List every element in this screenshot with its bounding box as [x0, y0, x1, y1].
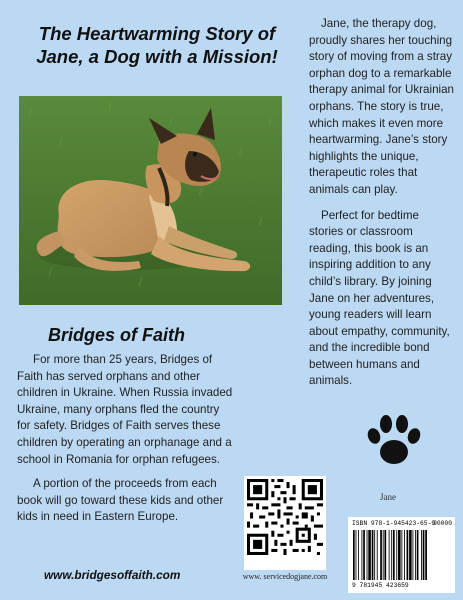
barcode-number: 9 781945 423659: [352, 582, 409, 589]
paw-print-icon: [364, 412, 424, 468]
section-title: Bridges of Faith: [48, 325, 186, 345]
qr-code-icon: [247, 479, 323, 555]
organization-paragraph: For more than 25 years, Bridges of Faith has served orphans and other children in Ukraine. When Russia invaded Ukraine, many orphans fled the country for safety. Bridges of Faith serves these children by operating an orphanage and a school in Romania for orphan refugees.: [17, 353, 233, 466]
isbn-barcode: [348, 517, 455, 593]
book-title: The Heartwarming Story of Jane, a Dog with a Mission!: [36, 23, 278, 67]
qr-caption: www. servicedogjane.com: [242, 572, 328, 581]
barcode-icon: [353, 530, 450, 582]
description-column: [309, 16, 455, 390]
description-paragraph: Perfect for bedtime stories or classroom reading, this book is an inspiring addition to any child’s library. By joining Jane on her adventures, young readers will learn about empathy, community, and the incredible bond between humans and animals.: [309, 208, 450, 388]
website-link[interactable]: www.bridgesoffaith.com: [44, 568, 181, 582]
description-paragraph: Jane, the therapy dog, proudly shares her touching story of moving from a stray orphan dog to a remarkable therapy animal for Ukrainian orphans. The story is true, which makes it even more heartwarming. Jane’s story highlights the unique, therapeutic roles that animals can play.: [309, 17, 454, 196]
organization-paragraph: A portion of the proceeds from each book will go toward these kids and other kids in need in Eastern Europe.: [17, 477, 224, 524]
author-signature: Jane: [380, 492, 396, 502]
dog-photo: [19, 96, 282, 305]
price-code: 90000: [433, 520, 452, 527]
organization-column: [17, 352, 235, 526]
isbn-label: ISBN 978-1-945423-65-9 90000: [352, 520, 452, 527]
qr-code[interactable]: [244, 476, 326, 570]
